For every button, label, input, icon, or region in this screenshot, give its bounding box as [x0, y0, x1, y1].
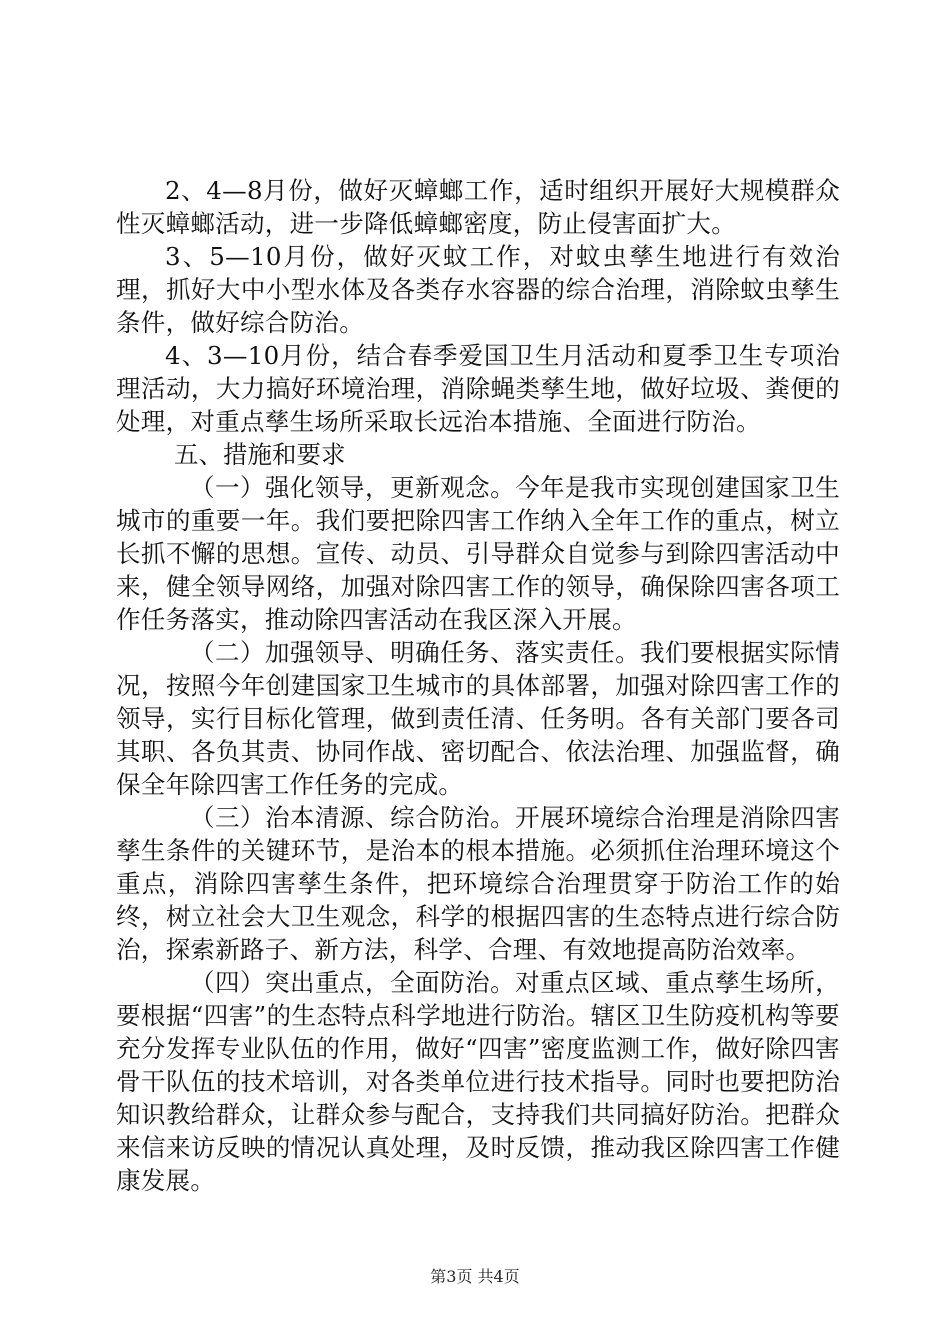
- document-body: [116, 174, 840, 1197]
- page-footer: 第3页 共4页: [430, 1267, 520, 1286]
- measure-4: （四）突出重点，全面防治。对重点区域、重点孳生场所，要根据“四害”的生态特点科学地进行防治。辖区卫生防疫机构等要充分发挥专业队伍的作用，做好“四害”密度监测工作，做好除四害骨干队伍的技术培训，对各类单位进行技术指导。同时也要把防治知识教给群众，让群众参与配合，支持我们共同搞好防治。把群众来信来访反映的情况认真处理，及时反馈，推动我区除四害工作健康发展。: [116, 968, 840, 1195]
- measure-3: （三）治本清源、综合防治。开展环境综合治理是消除四害孳生条件的关键环节，是治本的根本措施。必须抓住治理环境这个重点，消除四害孳生条件，把环境综合治理贯穿于防治工作的始终，树立社会大卫生观念，科学的根据四害的生态特点进行综合防治，探索新路子、新方法，科学、合理、有效地提高防治效率。: [116, 803, 840, 964]
- measure-1: （一）强化领导，更新观念。今年是我市实现创建国家卫生城市的重要一年。我们要把除四害工作纳入全年工作的重点，树立长抓不懈的思想。宣传、动员、引导群众自觉参与到除四害活动中来，健全领导网络，加强对除四害工作的领导，确保除四害各项工作任务落实，推动除四害活动在我区深入开展。: [116, 473, 840, 634]
- section-heading-measures: 五、措施和要求: [174, 440, 346, 469]
- paragraph-fly: 4、3—10月份，结合春季爱国卫生月活动和夏季卫生专项治理活动，大力搞好环境治理，消除蝇类孳生地，做好垃圾、粪便的处理，对重点孳生场所采取长远治本措施、全面进行防治。: [116, 341, 840, 436]
- measure-2: （二）加强领导、明确任务、落实责任。我们要根据实际情况，按照今年创建国家卫生城市的具体部署，加强对除四害工作的领导，实行目标化管理，做到责任清、任务明。各有关部门要各司其职、各负其责、协同作战、密切配合、依法治理、加强监督，确保全年除四害工作任务的完成。: [116, 638, 840, 799]
- paragraph-cockroach: 2、4—8月份，做好灭蟑螂工作，适时组织开展好大规模群众性灭蟑螂活动，进一步降低蟑螂密度，防止侵害面扩大。: [116, 176, 840, 238]
- paragraph-mosquito: 3、5—10月份，做好灭蚊工作，对蚊虫孳生地进行有效治理，抓好大中小型水体及各类存水容器的综合治理，消除蚊虫孳生条件，做好综合防治。: [116, 242, 840, 337]
